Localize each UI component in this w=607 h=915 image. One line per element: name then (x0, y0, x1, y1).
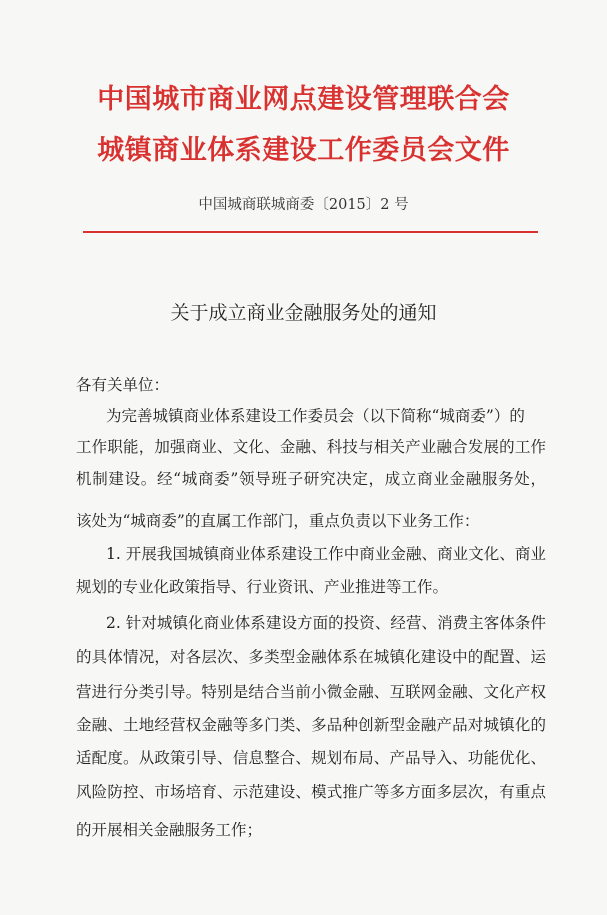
salutation: 各有关单位： (76, 376, 170, 394)
body-line: 2. 针对城镇化商业体系建设方面的投资、经营、消费主客体条件 (106, 614, 546, 632)
issuer-name-line1: 中国城市商业网点建设管理联合会 (97, 84, 510, 115)
body-line: 的开展相关金融服务工作； (76, 821, 263, 839)
issuer-name-line2: 城镇商业体系建设工作委员会文件 (97, 135, 510, 166)
body-line: 工作职能，加强商业、文化、金融、科技与相关产业融合发展的工作 (76, 438, 546, 456)
body-line: 1. 开展我国城镇商业体系建设工作中商业金融、商业文化、商业 (106, 545, 546, 563)
document-number: 中国城商联城商委〔2015〕2 号 (198, 197, 409, 213)
document-title: 关于成立商业金融服务处的通知 (170, 302, 437, 324)
body-line: 适配度。从政策引导、信息整合、规划布局、产品导入、功能优化、 (76, 749, 546, 767)
body-line: 风险防控、市场培育、示范建设、模式推广等多方面多层次，有重点 (76, 783, 546, 801)
body-line: 营进行分类引导。特别是结合当前小微金融、互联网金融、文化产权 (76, 683, 546, 701)
body-line: 的具体情况，对各层次、多类型金融体系在城镇化建设中的配置、运 (76, 648, 546, 666)
body-line: 金融、土地经营权金融等多门类、多品种创新型金融产品对城镇化的 (76, 716, 546, 734)
body-line: 该处为“城商委”的直属工作部门，重点负责以下业务工作： (76, 512, 480, 530)
header-divider (83, 231, 538, 233)
body-line: 规划的专业化政策指导、行业资讯、产业推进等工作。 (76, 578, 449, 596)
body-line: 为完善城镇商业体系建设工作委员会（以下简称“城商委”）的 (106, 407, 525, 425)
body-line: 机制建设。经“城商委”领导班子研究决定，成立商业金融服务处， (76, 470, 546, 488)
